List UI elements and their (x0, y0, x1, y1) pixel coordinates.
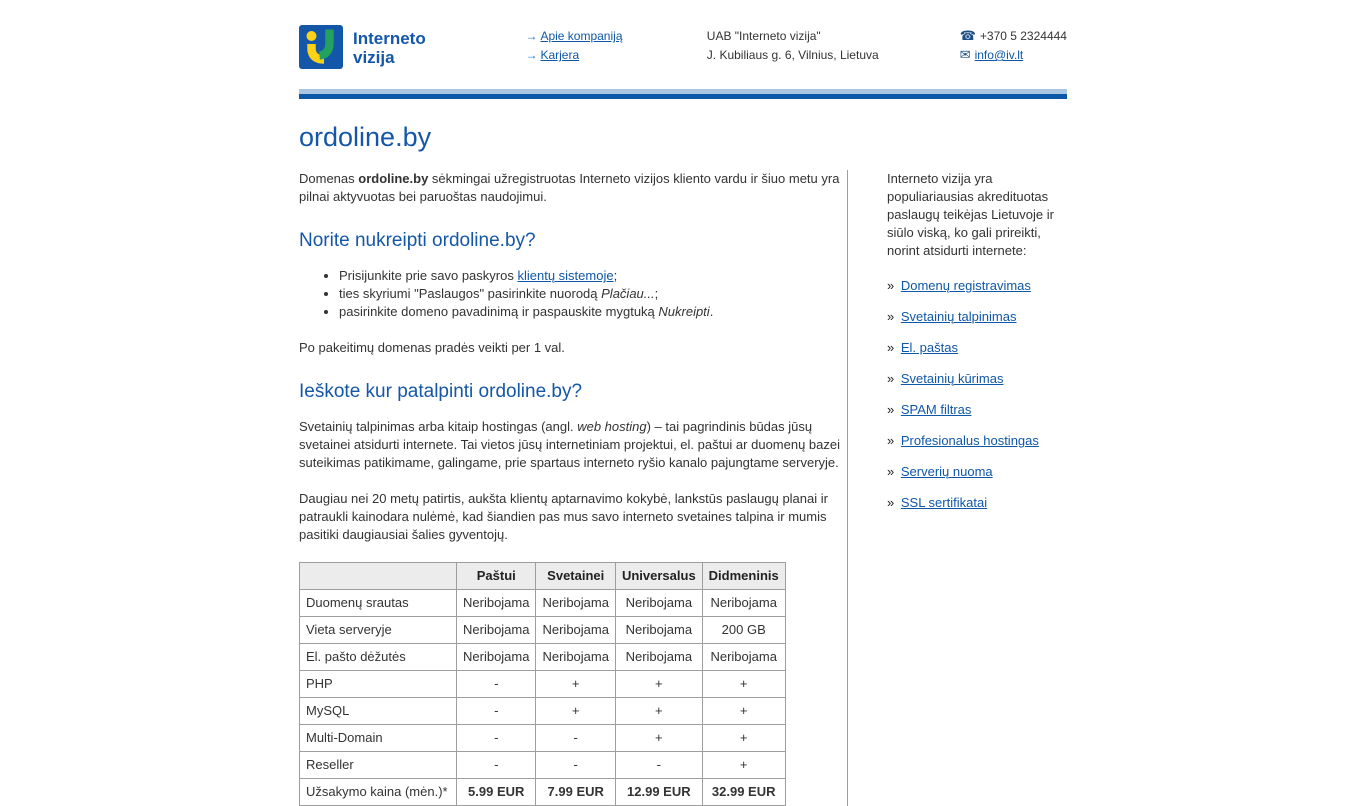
feature-value: Neribojama (615, 644, 702, 671)
sidebar-link[interactable]: Serverių nuoma (900, 464, 993, 479)
step-emphasis: Plačiau... (601, 286, 655, 301)
step-text: ; (654, 286, 659, 301)
feature-value: Neribojama (702, 590, 785, 617)
sidebar-link-item (887, 494, 1066, 512)
pricing-table-row (300, 671, 786, 698)
pricing-table (299, 562, 786, 806)
feature-value: - (536, 752, 615, 779)
sidebar-link-item (887, 339, 1066, 357)
feature-value: Neribojama (457, 617, 536, 644)
sidebar-link-item (887, 277, 1066, 295)
redirect-section-heading: Norite nukreipti ordoline.by? (299, 230, 536, 251)
feature-value: + (615, 725, 702, 752)
step-emphasis: Nukreipti (658, 304, 710, 319)
phone-icon: ☎ (959, 28, 976, 43)
double-angle-bullet: » (887, 464, 895, 479)
plan-column-header: Svetainei (536, 563, 615, 590)
feature-value: + (702, 698, 785, 725)
sidebar-link-item (887, 432, 1066, 450)
step-item (339, 303, 843, 321)
hosting-paragraph-2: Daugiau nei 20 metų patirtis, aukšta klientų aptarnavimo kokybė, lankstūs paslaugų planai ir patraukli kainodara nulėmė, kad šiandien pas mus savo interneto svetaines talpina ir mumis pasitiki daugiausiai šalies gyventojų. (299, 491, 828, 542)
arrow-right-icon: → (525, 29, 538, 43)
double-angle-bullet: » (887, 278, 895, 293)
feature-value: Neribojama (457, 644, 536, 671)
double-angle-bullet: » (887, 309, 895, 324)
feature-value: - (457, 752, 536, 779)
sidebar-link[interactable]: SPAM filtras (900, 402, 972, 417)
header-nav (525, 25, 706, 69)
divider-bar-dark (299, 94, 1067, 99)
sidebar-link[interactable]: Domenų registravimas (900, 278, 1031, 293)
step-text: . (709, 304, 714, 319)
redirect-steps-list (299, 267, 843, 321)
plan-column-header: Didmeninis (702, 563, 785, 590)
sidebar-intro: Interneto vizija yra populiariausias akredituotas paslaugų teikėjas Lietuvoje ir siūlo viską, ko gali prireikti, norint atsidurti internete: (887, 171, 1054, 258)
arrow-right-icon: → (525, 48, 538, 62)
sidebar-link[interactable]: El. paštas (900, 340, 958, 355)
main-content-row (299, 170, 1067, 806)
email-link[interactable]: info@iv.lt (974, 48, 1024, 62)
client-system-link[interactable]: klientų sistemoje (517, 268, 614, 283)
contact-info (960, 25, 1067, 69)
email-row (960, 49, 1067, 61)
about-company-link[interactable]: Apie kompaniją (540, 29, 623, 43)
feature-value: Neribojama (615, 617, 702, 644)
plan-column-header: Paštui (457, 563, 536, 590)
double-angle-bullet: » (887, 433, 895, 448)
feature-value: Neribojama (615, 590, 702, 617)
feature-value: 5.99 EUR (457, 779, 536, 806)
sidebar-link[interactable]: SSL sertifikatai (900, 495, 988, 510)
hosting-emphasis: web hosting (577, 419, 647, 434)
feature-value: 32.99 EUR (702, 779, 785, 806)
redirect-note: Po pakeitimų domenas pradės veikti per 1 val. (299, 340, 565, 355)
feature-value: Neribojama (536, 590, 615, 617)
nav-item-career (525, 49, 706, 61)
sidebar-links (887, 277, 1066, 512)
pricing-table-row (300, 752, 786, 779)
hosting-text: Svetainių talpinimas arba kitaip hostingas (angl. (299, 419, 578, 434)
page-container (299, 0, 1067, 806)
feature-value: - (457, 671, 536, 698)
pricing-table-row (300, 644, 786, 671)
feature-label: Multi-Domain (300, 725, 457, 752)
feature-value: - (457, 725, 536, 752)
pricing-table-row (300, 725, 786, 752)
company-name: UAB "Interneto vizija" (706, 29, 821, 43)
step-item (339, 267, 843, 285)
feature-value: Neribojama (457, 590, 536, 617)
site-header (299, 0, 1067, 69)
logo-word-line1: Interneto (353, 29, 426, 48)
feature-value: 12.99 EUR (615, 779, 702, 806)
feature-label: Užsakymo kaina (mėn.)* (300, 779, 457, 806)
hosting-paragraph-1 (299, 418, 843, 472)
company-address: J. Kubiliaus g. 6, Vilnius, Lietuva (706, 48, 879, 62)
feature-value: 200 GB (702, 617, 785, 644)
sidebar-link[interactable]: Svetainių kūrimas (900, 371, 1004, 386)
pricing-table-row (300, 779, 786, 806)
feature-value: + (702, 671, 785, 698)
feature-value: + (615, 698, 702, 725)
feature-value: + (615, 671, 702, 698)
sidebar-link[interactable]: Svetainių talpinimas (900, 309, 1017, 324)
plan-column-header: Universalus (615, 563, 702, 590)
sidebar-link-item (887, 370, 1066, 388)
feature-value: Neribojama (536, 644, 615, 671)
feature-value: - (536, 725, 615, 752)
feature-value: 7.99 EUR (536, 779, 615, 806)
sidebar (887, 170, 1066, 806)
step-text: ties skyriumi "Paslaugos" pasirinkite nuorodą (339, 286, 602, 301)
hosting-section-heading: Ieškote kur patalpinti ordoline.by? (299, 381, 583, 402)
career-link[interactable]: Karjera (540, 48, 580, 62)
pricing-table-header-row (300, 563, 786, 590)
feature-value: + (536, 671, 615, 698)
double-angle-bullet: » (887, 371, 895, 386)
intro-suffix: sėkmingai užregistruotas Interneto vizijos kliento vardu ir šiuo metu yra pilnai aktyvuotas bei paruoštas naudojimui. (299, 171, 840, 204)
feature-value: + (536, 698, 615, 725)
feature-label: Reseller (300, 752, 457, 779)
feature-label: PHP (300, 671, 457, 698)
pricing-table-row (300, 617, 786, 644)
feature-label: Duomenų srautas (300, 590, 457, 617)
sidebar-link-item (887, 308, 1066, 326)
feature-label: El. pašto dėžutės (300, 644, 457, 671)
feature-value: - (457, 698, 536, 725)
feature-label: MySQL (300, 698, 457, 725)
phone-number: +370 5 2324444 (979, 29, 1067, 43)
feature-value: Neribojama (702, 644, 785, 671)
logo-wordmark (343, 25, 426, 69)
feature-value: + (702, 725, 785, 752)
feature-label: Vieta serveryje (300, 617, 457, 644)
feature-column-header (300, 563, 457, 590)
double-angle-bullet: » (887, 340, 895, 355)
page-title: ordoline.by (299, 122, 432, 152)
feature-value: - (615, 752, 702, 779)
envelope-icon: ✉ (959, 47, 971, 62)
feature-value: + (702, 752, 785, 779)
intro-paragraph (299, 170, 843, 206)
double-angle-bullet: » (887, 402, 895, 417)
step-text: Prisijunkite prie savo paskyros (339, 268, 518, 283)
logo-icon (299, 25, 343, 69)
step-text: ; (613, 268, 618, 283)
step-text: pasirinkite domeno pavadinimą ir paspauskite mygtuką (339, 304, 659, 319)
pricing-table-row (300, 698, 786, 725)
hosting-text: ) – tai pagrindinis būdas jūsų svetainei atsidurti internete. Tai vietos jūsų internetiniam projektui, el. paštui ar duomenų bazei suteikimas patikimame, galingame, prie spartaus interneto ryšio kanalo pajungtame serveryje. (299, 419, 841, 470)
phone-row (960, 30, 1067, 42)
sidebar-link-item (887, 401, 1066, 419)
intro-domain-bold: ordoline.by (358, 171, 429, 186)
feature-value: Neribojama (536, 617, 615, 644)
company-info (707, 25, 960, 69)
sidebar-link[interactable]: Profesionalus hostingas (900, 433, 1039, 448)
company-logo[interactable] (299, 25, 525, 69)
intro-prefix: Domenas (299, 171, 359, 186)
logo-word-line2: vizija (353, 48, 395, 67)
nav-item-about (525, 30, 706, 42)
step-item (339, 285, 843, 303)
main-column (299, 170, 848, 806)
sidebar-link-item (887, 463, 1066, 481)
pricing-table-row (300, 590, 786, 617)
double-angle-bullet: » (887, 495, 895, 510)
